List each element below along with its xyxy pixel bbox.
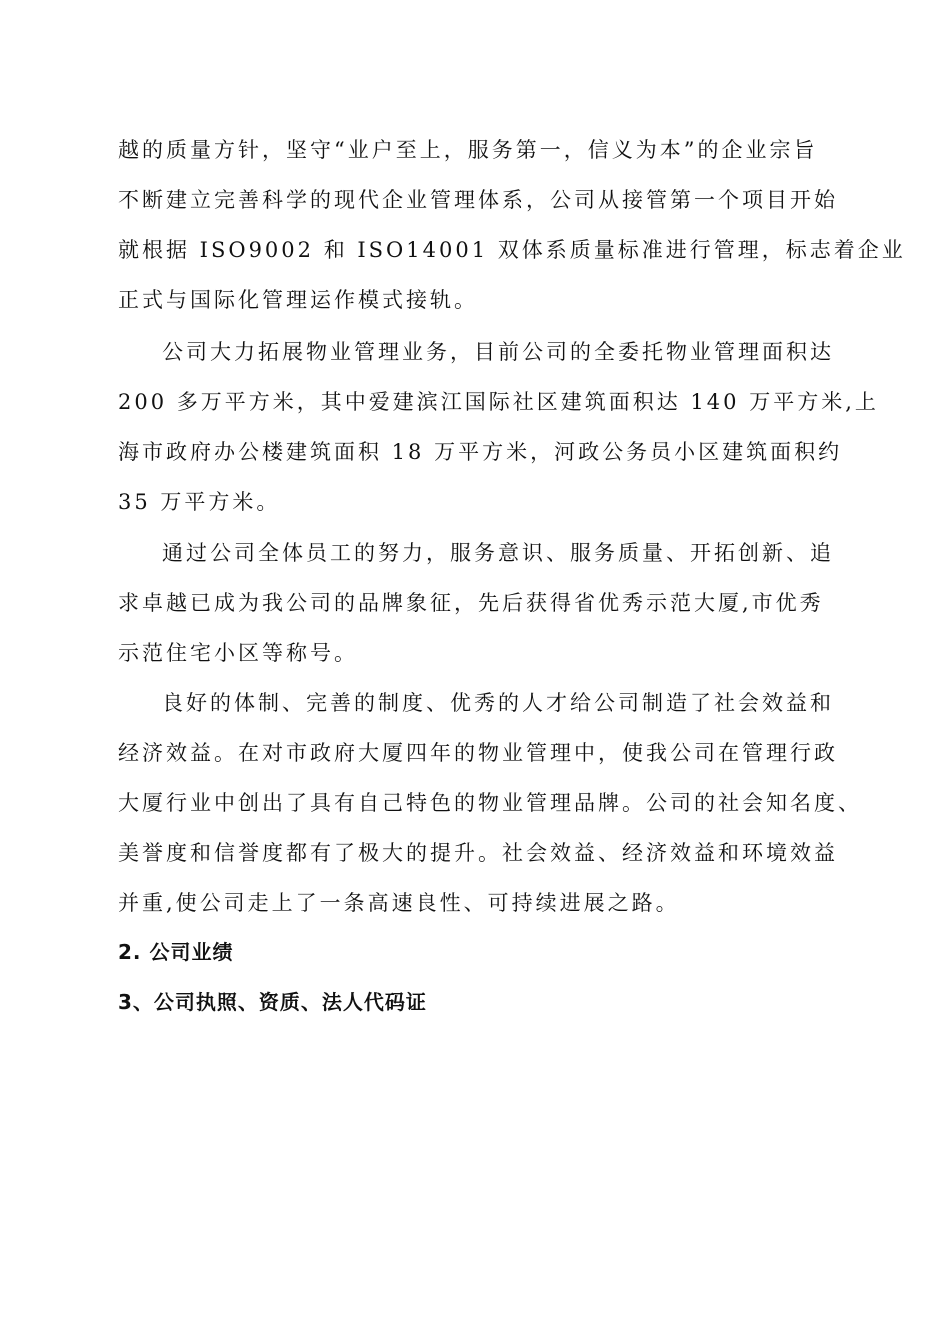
paragraph-line: 美誉度和信誉度都有了极大的提升。社会效益、经济效益和环境效益	[118, 841, 838, 865]
section-heading: 3、公司执照、资质、法人代码证	[118, 990, 427, 1014]
paragraph-line: 良好的体制、完善的制度、优秀的人才给公司制造了社会效益和	[162, 691, 834, 715]
paragraph-line: 并重,使公司走上了一条高速良性、可持续进展之路。	[118, 891, 680, 915]
paragraph-line: 不断建立完善科学的现代企业管理体系，公司从接管第一个项目开始	[118, 188, 838, 212]
paragraph-line: 求卓越已成为我公司的品牌象征，先后获得省优秀示范大厦,市优秀	[118, 591, 824, 615]
paragraph-line: 越的质量方针，坚守“业户至上，服务第一，信义为本”的企业宗旨	[118, 138, 818, 162]
paragraph-line: 公司大力拓展物业管理业务，目前公司的全委托物业管理面积达	[162, 340, 834, 364]
paragraph-line: 35 万平方米。	[118, 490, 281, 514]
paragraph-line: 正式与国际化管理运作模式接轨。	[118, 288, 478, 312]
paragraph-line: 经济效益。在对市政府大厦四年的物业管理中，使我公司在管理行政	[118, 741, 838, 765]
paragraph-line: 就根据 ISO9002 和 ISO14001 双体系质量标准进行管理，标志着企业	[118, 238, 906, 262]
paragraph-line: 海市政府办公楼建筑面积 18 万平方米，河政公务员小区建筑面积约	[118, 440, 843, 464]
paragraph-line: 示范住宅小区等称号。	[118, 641, 358, 665]
paragraph-line: 大厦行业中创出了具有自己特色的物业管理品牌。公司的社会知名度、	[118, 791, 862, 815]
paragraph-line: 通过公司全体员工的努力，服务意识、服务质量、开拓创新、追	[162, 541, 834, 565]
section-heading: 2. 公司业绩	[118, 940, 234, 964]
paragraph-line: 200 多万平方米，其中爱建滨江国际社区建筑面积达 140 万平方米,上	[118, 390, 879, 414]
